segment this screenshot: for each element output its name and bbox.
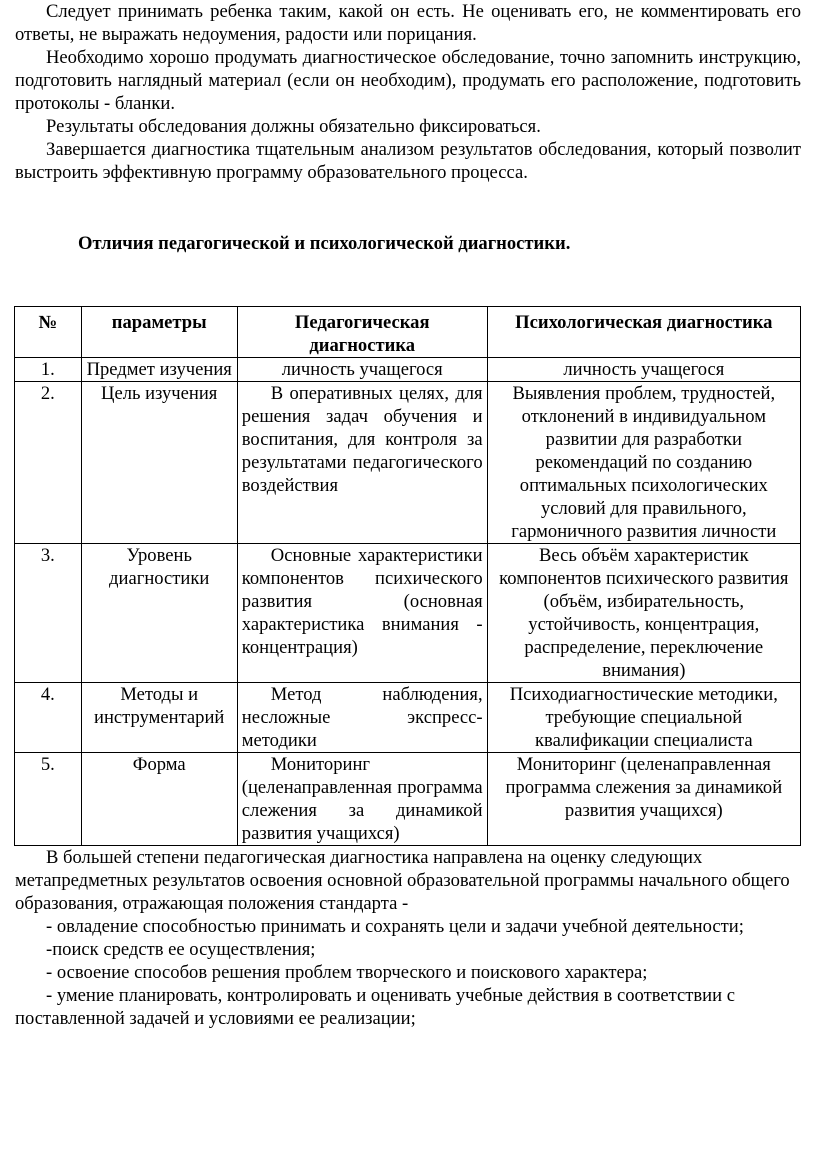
- diagnostics-comparison-table: [14, 306, 801, 846]
- intro-paragraph-4: Завершается диагностика тщательным анализом результатов обследования, который позволит выстроить эффективную программу образовательного процесса.: [15, 139, 801, 183]
- table-row: [15, 382, 801, 544]
- intro-paragraph-2: Необходимо хорошо продумать диагностическое обследование, точно запомнить инструкцию, подготовить наглядный материал (если он необходим), продумать его расположение, подготовить протоколы - бланки.: [15, 47, 801, 114]
- row-psychological: Весь объём характеристик компонентов психического развития (объём, избирательность, устойчивость, концентрация, распределение, переключение внимания): [487, 544, 800, 683]
- table-title-text: Отличия педагогической и психологической диагностики.: [78, 233, 571, 254]
- outro-bullet-2: -поиск средств ее осуществления;: [46, 939, 316, 960]
- row-pedagogical: Основные характеристики компонентов психического развития (основная характеристика внимания - концентрация): [237, 544, 487, 683]
- row-pedagogical: личность учащегося: [237, 358, 487, 382]
- row-number: 2.: [15, 382, 82, 544]
- row-pedagogical: В оперативных целях, для решения задач обучения и воспитания, для контроля за результатами педагогического воздействия: [237, 382, 487, 544]
- row-psychological: Психодиагностические методики, требующие специальной квалификации специалиста: [487, 683, 800, 753]
- intro-paragraph-3: Результаты обследования должны обязательно фиксироваться.: [46, 116, 541, 137]
- row-parameter: Уровень диагностики: [81, 544, 237, 683]
- row-number: 4.: [15, 683, 82, 753]
- header-psychological: Психологическая диагностика: [487, 307, 800, 358]
- table-title: [0, 232, 816, 255]
- row-pedagogical: Мониторинг (целенаправленная программа слежения за динамикой развития учащихся): [237, 753, 487, 846]
- row-psychological: личность учащегося: [487, 358, 800, 382]
- row-parameter: Цель изучения: [81, 382, 237, 544]
- header-number: №: [15, 307, 82, 358]
- outro-bullet-1: - овладение способностью принимать и сохранять цели и задачи учебной деятельности;: [46, 916, 744, 937]
- outro-section: [15, 846, 801, 1030]
- row-parameter: Методы и инструментарий: [81, 683, 237, 753]
- outro-bullet-4: - умение планировать, контролировать и оценивать учебные действия в соответствии с поставленной задачей и условиями ее реализации;: [15, 985, 735, 1029]
- table-row: [15, 753, 801, 846]
- row-parameter: Форма: [81, 753, 237, 846]
- row-pedagogical: Метод наблюдения, несложные экспресс-методики: [237, 683, 487, 753]
- table-header-row: [15, 307, 801, 358]
- row-number: 3.: [15, 544, 82, 683]
- intro-paragraph-1: Следует принимать ребенка таким, какой он есть. Не оценивать его, не комментировать его ответы, не выражать недоумения, радости или порицания.: [15, 1, 801, 45]
- header-pedagogical: Педагогическая диагностика: [237, 307, 487, 358]
- row-number: 1.: [15, 358, 82, 382]
- table-row: [15, 683, 801, 753]
- header-parameters: параметры: [81, 307, 237, 358]
- table-row: [15, 358, 801, 382]
- table-row: [15, 544, 801, 683]
- row-number: 5.: [15, 753, 82, 846]
- outro-paragraph-1: В большей степени педагогическая диагностика направлена на оценку следующих метапредметных результатов освоения основной образовательной программы начального общего образования, отражающая положения стандарта -: [15, 847, 790, 914]
- row-psychological: Мониторинг (целенаправленная программа слежения за динамикой развития учащихся): [487, 753, 800, 846]
- row-parameter: Предмет изучения: [81, 358, 237, 382]
- row-psychological: Выявления проблем, трудностей, отклонений в индивидуальном развитии для разработки рекомендаций по созданию оптимальных психологических условий для правильного, гармоничного развития личности: [487, 382, 800, 544]
- outro-bullet-3: - освоение способов решения проблем творческого и поискового характера;: [46, 962, 648, 983]
